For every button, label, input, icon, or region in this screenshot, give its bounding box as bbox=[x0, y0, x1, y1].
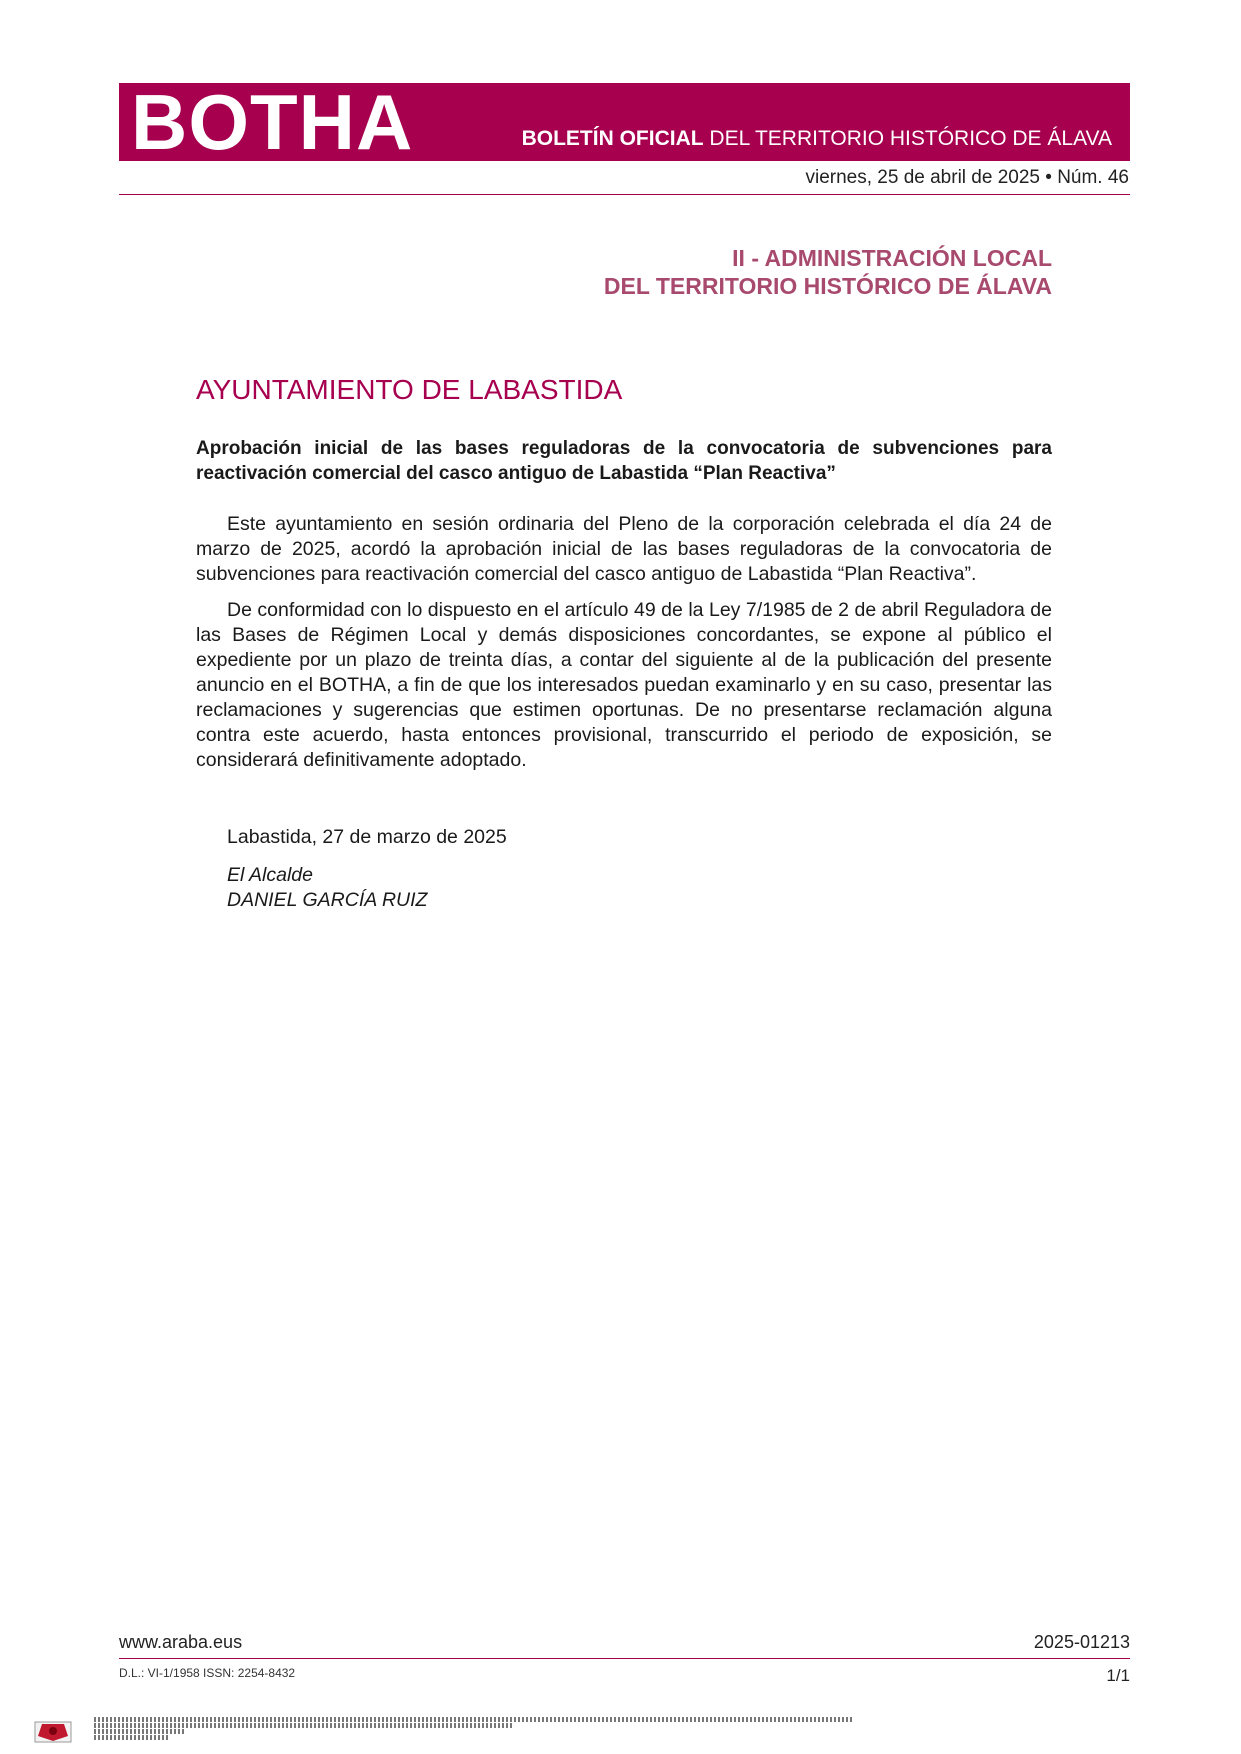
signature-metadata-line bbox=[94, 1717, 854, 1722]
signature-block bbox=[227, 863, 427, 913]
signature-metadata bbox=[94, 1717, 854, 1741]
document-title: Aprobación inicial de las bases reguladoras de la convocatoria de subvenciones para reactivación comercial del casco antiguo de Labastida “Plan Reactiva” bbox=[196, 438, 1052, 484]
signature-metadata-line bbox=[94, 1735, 170, 1740]
signature-metadata-line bbox=[94, 1723, 512, 1728]
bulletin-title bbox=[522, 127, 1112, 151]
footer-url[interactable]: www.araba.eus bbox=[119, 1632, 243, 1652]
header-rule bbox=[119, 194, 1130, 195]
section-title-line2: DEL TERRITORIO HISTÓRICO DE ÁLAVA bbox=[603, 273, 1052, 299]
paragraph-2: De conformidad con lo dispuesto en el artículo 49 de la Ley 7/1985 de 2 de abril Reguladora de las Bases de Régimen Local y demás disposiciones concordantes, se expone al público el expediente por un plazo de treinta días, a contar del siguiente al de la publicación del presente anuncio en el BOTHA, a fin de que los interesados puedan examinarlo y en su caso, presentar las reclamaciones y sugerencias que estimen oportunas. De no presentarse reclamación alguna contra este acuerdo, hasta entonces provisional, transcurrido el periodo de exposición, se considerará definitivamente adoptado. bbox=[196, 599, 1052, 771]
footer-legal: D.L.: VI-1/1958 ISSN: 2254-8432 bbox=[119, 1666, 296, 1680]
signature-metadata-line bbox=[94, 1729, 185, 1734]
section-title bbox=[604, 244, 1052, 300]
signer-role: El Alcalde bbox=[227, 864, 313, 886]
footer-doc-number: 2025-01213 bbox=[1033, 1632, 1130, 1652]
place-date: Labastida, 27 de marzo de 2025 bbox=[227, 826, 507, 848]
paragraph-1: Este ayuntamiento en sesión ordinaria del Pleno de la corporación celebrada el día 24 de marzo de 2025, acordó la aprobación inicial de las bases reguladoras de la convocatoria de subvenciones para reactivación comercial del casco antiguo de Labastida “Plan Reactiva”. bbox=[196, 513, 1052, 585]
section-title-line1: II - ADMINISTRACIÓN LOCAL bbox=[732, 245, 1052, 271]
signer-name: DANIEL GARCÍA RUIZ bbox=[227, 889, 428, 911]
footer-rule bbox=[119, 1658, 1130, 1659]
bulletin-title-rest: DEL TERRITORIO HISTÓRICO DE ÁLAVA bbox=[703, 127, 1112, 150]
issue-date-line: viernes, 25 de abril de 2025 • Núm. 46 bbox=[805, 167, 1129, 188]
entity-name: AYUNTAMIENTO DE LABASTIDA bbox=[196, 374, 623, 405]
page-number: 1/1 bbox=[1106, 1666, 1130, 1685]
botha-logo: BOTHA bbox=[131, 78, 414, 166]
header-band bbox=[119, 78, 1130, 166]
digital-seal-icon bbox=[34, 1718, 72, 1744]
bulletin-title-bold: BOLETÍN OFICIAL bbox=[521, 127, 704, 150]
